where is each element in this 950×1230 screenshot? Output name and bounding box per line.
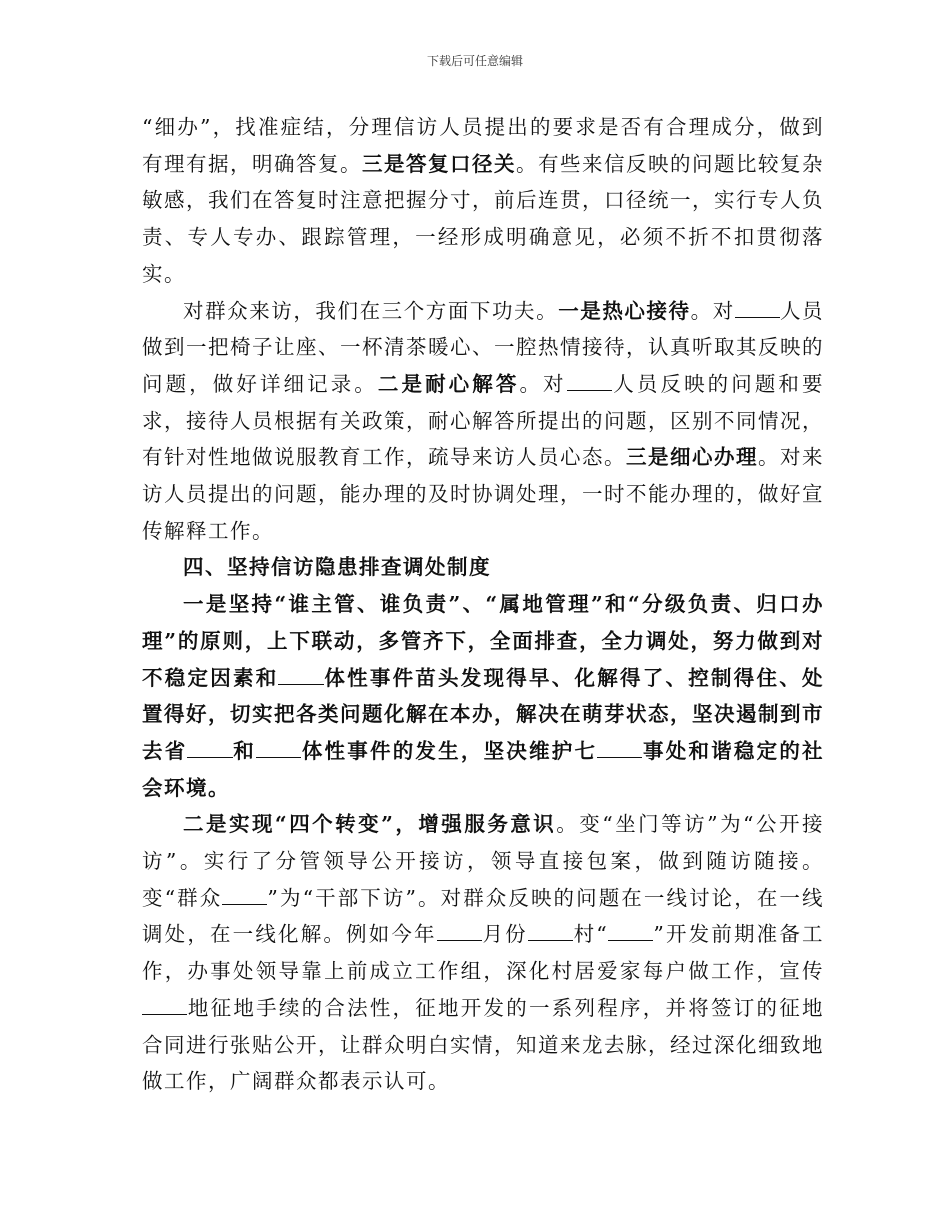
p2-bold-point-3: 三是细心办理 — [626, 445, 758, 470]
paragraph-5 — [142, 806, 824, 1100]
p2-text-c: 。对 — [690, 298, 735, 323]
p4-text-a: 一是坚持“谁主管、谁负责”、“属地管理”和“分级负责、归口办理”的原则，上下联动，多管齐下，全面排查，全力调处，努力做到对不稳定因素和 — [142, 592, 824, 690]
header-note: 下载后可任意编辑 — [426, 54, 523, 68]
p2-text-f: 。对 — [519, 371, 567, 396]
blank-line — [735, 296, 780, 318]
blank-line — [608, 920, 653, 942]
paragraph-4 — [142, 586, 824, 806]
p1-text-a: “细办”，找准症结，分理信访人员提出的要求是否有合理成分，做到有理有据，明确答复。 — [142, 115, 824, 176]
blank-line — [437, 920, 482, 942]
p5-bold-point: 二是实现“四个转变”，增强服务意识 — [183, 812, 557, 837]
document-body — [142, 109, 824, 1100]
p1-text-c: 。有些来信反映的问题比较复杂敏感，我们在答复时注意把握分寸，前后连贯，口径统一，实行专人负责、专人专办、跟踪管理，一经形成明确意见，必须不折不扣贯彻落实。 — [142, 151, 824, 286]
p2-bold-point-2: 二是耐心解答 — [377, 371, 520, 396]
p2-text-a: 对群众来访，我们在三个方面下功夫。 — [183, 298, 559, 323]
p5-text-c: ”为“干部下访”。对群众反映的问题在一线讨论，在一线调处，在一线化解。例如今年 — [142, 885, 824, 947]
p4-text-e: 事处和谐稳定的社会环境。 — [142, 738, 825, 800]
blank-line — [256, 736, 301, 758]
blank-line — [597, 736, 642, 758]
p2-bold-point-1: 一是热心接待 — [558, 298, 691, 323]
blank-line — [222, 883, 267, 905]
blank-line — [567, 369, 612, 391]
p5-text-d: 月份 — [481, 922, 528, 947]
p4-text-c: 和 — [232, 738, 256, 763]
p5-text-b: 。变“坐门等访”为“公开接访”。实行了分管领导公开接访，领导直接包案，做到随访随接。变“群众 — [142, 812, 824, 910]
blank-line — [142, 993, 187, 1015]
p2-text-i: 。对来访人员提出的问题，能办理的及时协调处理，一时不能办理的，做好宣传解释工作。 — [142, 445, 824, 543]
p4-text-b: 体性事件苗头发现得早、化解得了、控制得住、处置得好，切实把各类问题化解在本办，解决在萌芽状态，坚决遏制到市去省 — [142, 665, 825, 763]
blank-line — [187, 736, 232, 758]
p5-text-f: ”开发前期准备工作，办事处领导靠上前成立工作组，深化村居爱家每户做工作，宣传 — [142, 922, 825, 984]
paragraph-1 — [142, 109, 824, 293]
p5-text-e: 村“ — [572, 922, 609, 947]
p4-text-d: 体性事件的发生，坚决维护七 — [301, 738, 598, 763]
paragraph-2 — [142, 293, 824, 550]
p5-text-g: 地征地手续的合法性，征地开发的一系列程序，并将签订的征地合同进行张贴公开，让群众明白实情，知道来龙去脉，经过深化细致地做工作，广阔群众都表示认可。 — [142, 995, 824, 1094]
section-heading: 四、坚持信访隐患排查调处制度 — [183, 555, 491, 580]
p2-text-g: 人员反映的问题和要求，接待人员根据有关政策，耐心解答所提出的问题，区别不同情况，有针对性地做说服教育工作，疏导来访人员心态。 — [142, 371, 825, 470]
blank-line — [528, 920, 573, 942]
blank-line — [278, 663, 323, 685]
p2-text-d: 人员做到一把椅子让座、一杯清茶暖心、一腔热情接待，认真听取其反映的问题，做好详细记录。 — [142, 298, 825, 396]
p1-bold-point: 三是答复口径关 — [362, 151, 516, 176]
